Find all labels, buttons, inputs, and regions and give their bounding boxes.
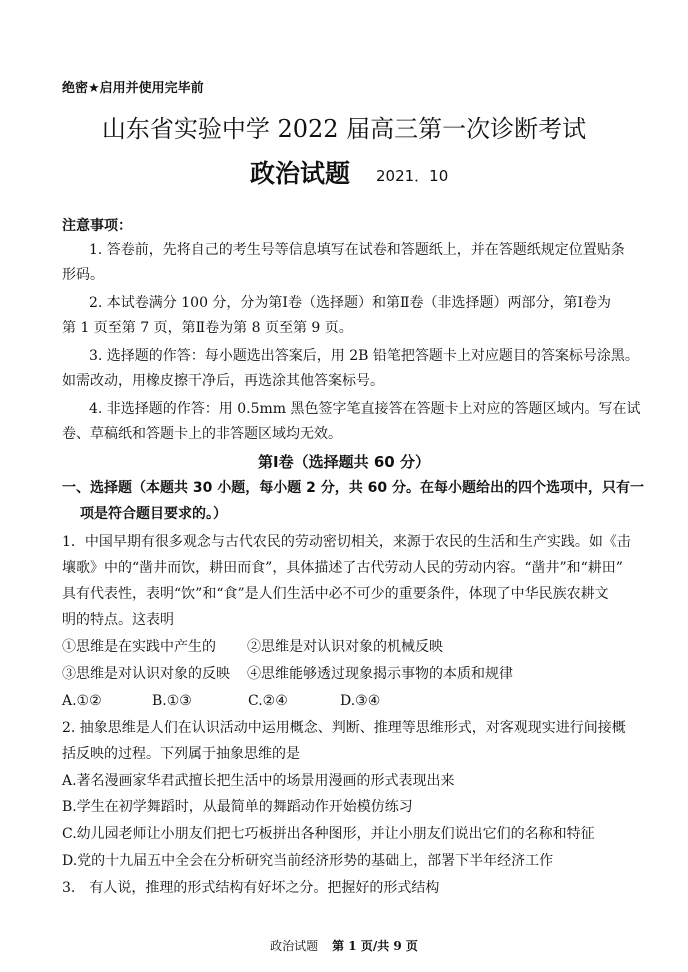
section-heading: 第Ⅰ卷（选择题共 60 分）	[258, 453, 430, 471]
q2-option-b: B.学生在初学舞蹈时，从最简单的舞蹈动作开始模仿练习	[62, 799, 413, 815]
section-instructions-line-2: 项是符合题目要求的。）	[80, 506, 227, 522]
notice-item-3-line-1: 3. 选择题的作答：每小题选出答案后，用 2B 铅笔把答题卡上对应题目的答案标号涂黑。	[89, 348, 639, 364]
notice-item-1-line-1: 1. 答卷前，先将自己的考生号等信息填写在试卷和答题纸上，并在答题纸规定位置贴条	[89, 242, 625, 258]
footer-subject: 政治试题	[270, 939, 319, 953]
subject-title: 政治试题	[250, 159, 351, 188]
notice-item-2-line-2: 第 1 页至第 7 页，第Ⅱ卷为第 8 页至第 9 页。	[62, 320, 353, 336]
q2-option-c: C.幼儿园老师让小朋友们把七巧板拼出各种图形，并让小朋友们说出它们的名称和特征	[62, 826, 595, 842]
q1-stem-line-4: 明的特点。这表明	[62, 612, 174, 628]
notice-item-1-line-2: 形码。	[62, 267, 104, 283]
section-instructions-line-1: 一、选择题（本题共 30 小题，每小题 2 分，共 60 分。在每小题给出的四个选项中，只有一	[62, 480, 644, 496]
exam-date: 2021．10	[376, 167, 449, 185]
q2-option-a: A.著名漫画家华君武擅长把生活中的场景用漫画的形式表现出来	[62, 773, 455, 789]
q1-option-b: B.①③	[152, 693, 192, 709]
q1-statement-1: ①思维是在实践中产生的	[62, 639, 216, 655]
exam-title: 山东省实验中学 2022 届高三第一次诊断考试	[101, 115, 587, 143]
q1-stem-line-2: 壤歌》中的“凿井而饮，耕田而食”，具体描述了古代劳动人民的劳动内容。“凿井”和“耕田”	[62, 560, 623, 576]
q1-stem-line-3: 具有代表性，表明“饮”和“食”是人们生活中必不可少的重要条件，体现了中华民族农耕文	[62, 586, 609, 602]
q1-option-d: D.③④	[340, 693, 381, 709]
q1-stem-line-1: 1．中国早期有很多观念与古代农民的劳动密切相关，来源于农民的生活和生产实践。如《击	[62, 534, 631, 550]
q1-option-c: C.②④	[248, 693, 288, 709]
notice-item-4-line-2: 卷、草稿纸和答题卡上的非答题区域均无效。	[62, 426, 342, 442]
q2-stem-line-2: 括反映的过程。下列属于抽象思维的是	[62, 746, 300, 762]
notice-item-4-line-1: 4. 非选择题的作答：用 0.5mm 黑色签字笔直接答在答题卡上对应的答题区域内。写在试	[89, 401, 641, 417]
q1-statement-2: ②思维是对认识对象的机械反映	[247, 639, 443, 655]
q1-option-a: A.①②	[62, 693, 102, 709]
notice-item-2-line-1: 2. 本试卷满分 100 分，分为第Ⅰ卷（选择题）和第Ⅱ卷（非选择题）两部分，第Ⅰ卷为	[89, 295, 612, 311]
notice-item-3-line-2: 如需改动，用橡皮擦干净后，再选涂其他答案标号。	[62, 373, 384, 389]
page-footer	[0, 937, 688, 954]
q2-option-d: D.党的十九届五中全会在分析研究当前经济形势的基础上，部署下半年经济工作	[62, 853, 554, 869]
q1-statement-4: ④思维能够透过现象揭示事物的本质和规律	[247, 666, 513, 682]
q1-statement-3: ③思维是对认识对象的反映	[62, 666, 230, 682]
confidential-mark: 绝密★启用并使用完毕前	[62, 81, 204, 96]
notice-heading: 注意事项：	[62, 218, 132, 234]
q3-stem: 3. 有人说，推理的形式结构有好坏之分。把握好的形式结构	[62, 880, 440, 896]
footer-page-number: 第 1 页/共 9 页	[332, 939, 418, 953]
q2-stem-line-1: 2. 抽象思维是人们在认识活动中运用概念、判断、推理等思维形式，对客观现实进行间接概	[62, 720, 626, 736]
